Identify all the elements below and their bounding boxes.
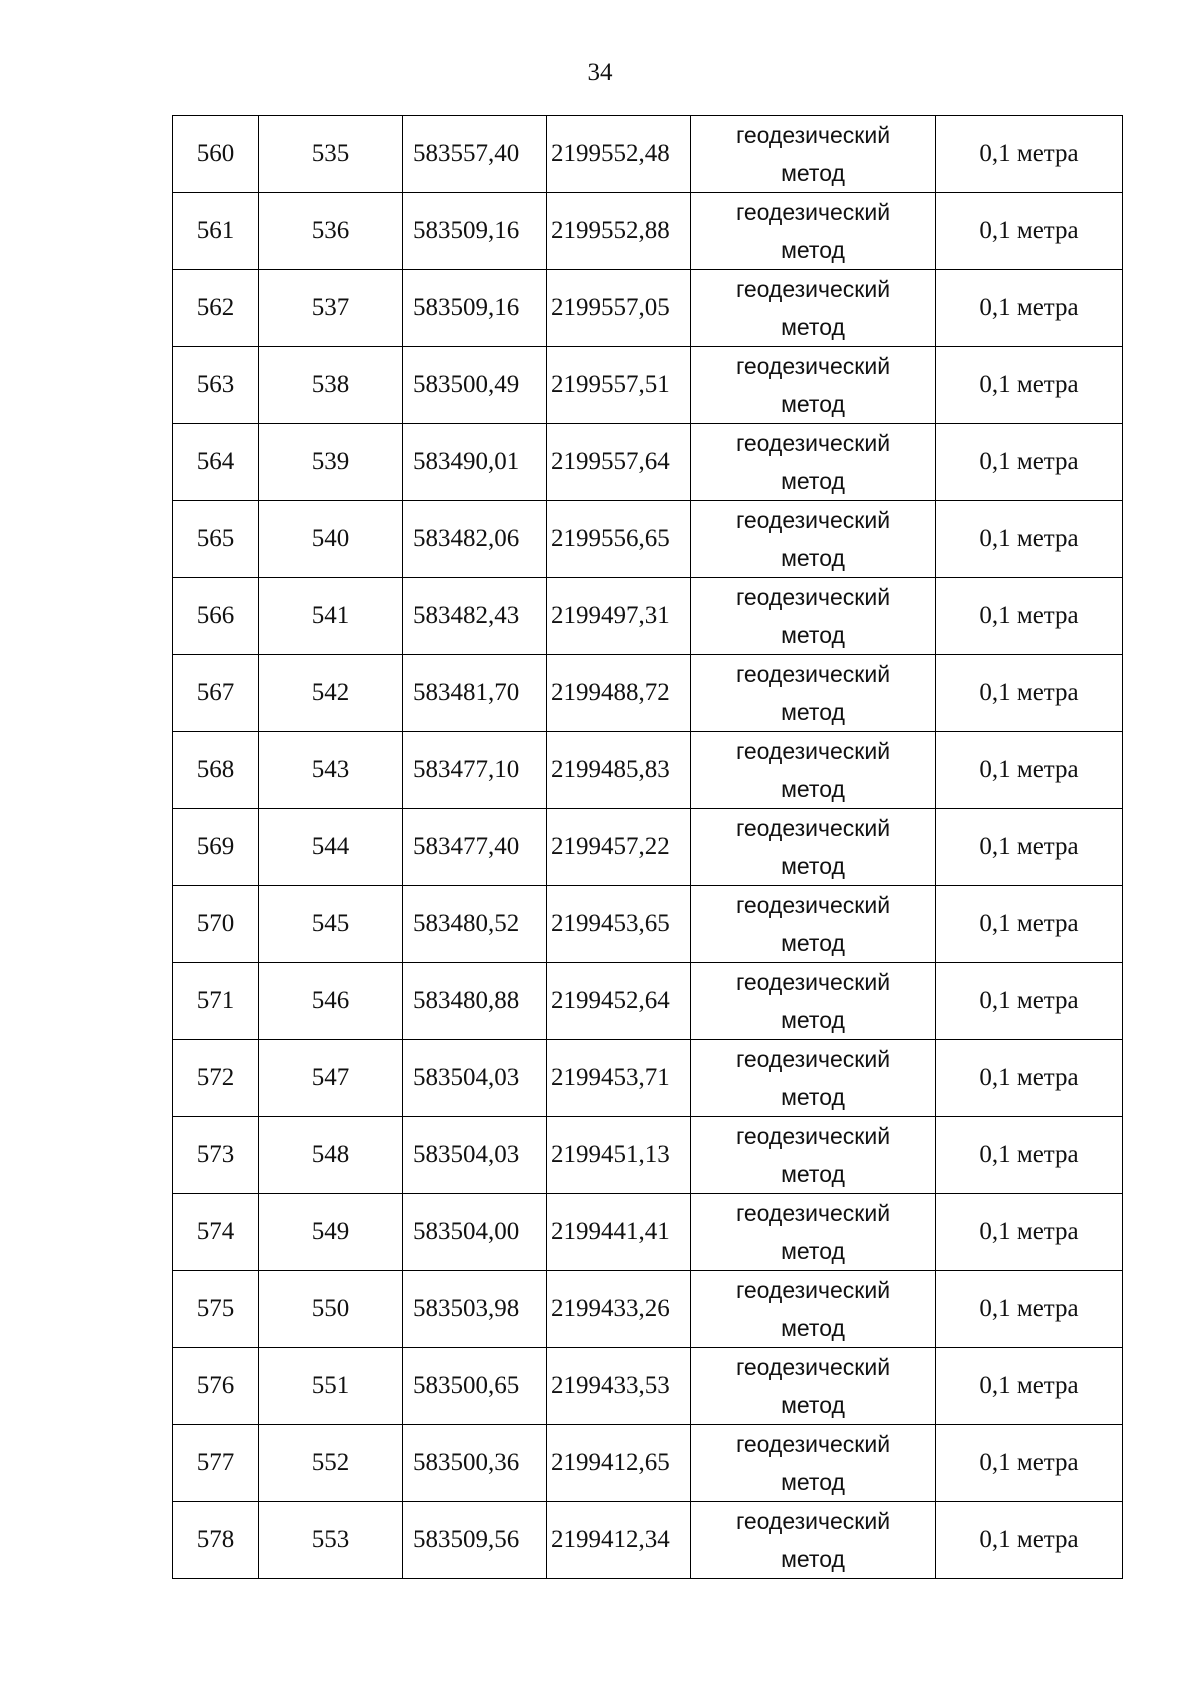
y-coordinate-cell: 2199488,72 (547, 655, 691, 732)
accuracy-cell: 0,1 метра (936, 1502, 1123, 1579)
x-coordinate-cell: 583482,06 (403, 501, 547, 578)
point-number-cell: 535 (259, 116, 403, 193)
method-line-1: геодезический (735, 353, 891, 379)
point-number-cell: 537 (259, 270, 403, 347)
row-number-cell: 568 (173, 732, 259, 809)
accuracy-cell: 0,1 метра (936, 424, 1123, 501)
accuracy-cell: 0,1 метра (936, 270, 1123, 347)
table-row (173, 501, 1123, 578)
method-line-1: геодезический (735, 969, 891, 995)
method-cell (691, 424, 936, 501)
row-number-cell: 576 (173, 1348, 259, 1425)
method-line-2: метод (781, 1315, 845, 1341)
method-cell (691, 1348, 936, 1425)
method-line-2: метод (781, 622, 845, 648)
point-number-cell: 546 (259, 963, 403, 1040)
y-coordinate-cell: 2199453,71 (547, 1040, 691, 1117)
x-coordinate-cell: 583480,88 (403, 963, 547, 1040)
table-row (173, 1425, 1123, 1502)
method-line-1: геодезический (735, 1508, 891, 1534)
accuracy-cell: 0,1 метра (936, 886, 1123, 963)
row-number-cell: 571 (173, 963, 259, 1040)
y-coordinate-cell: 2199451,13 (547, 1117, 691, 1194)
x-coordinate-cell: 583500,49 (403, 347, 547, 424)
point-number-cell: 536 (259, 193, 403, 270)
y-coordinate-cell: 2199552,88 (547, 193, 691, 270)
x-coordinate-cell: 583480,52 (403, 886, 547, 963)
method-line-2: метод (781, 237, 845, 263)
method-cell (691, 116, 936, 193)
method-line-1: геодезический (735, 1354, 891, 1380)
point-number-cell: 547 (259, 1040, 403, 1117)
row-number-cell: 577 (173, 1425, 259, 1502)
accuracy-cell: 0,1 метра (936, 1348, 1123, 1425)
method-cell (691, 193, 936, 270)
row-number-cell: 573 (173, 1117, 259, 1194)
method-line-2: метод (781, 930, 845, 956)
y-coordinate-cell: 2199557,51 (547, 347, 691, 424)
method-line-1: геодезический (735, 815, 891, 841)
point-number-cell: 540 (259, 501, 403, 578)
x-coordinate-cell: 583504,03 (403, 1117, 547, 1194)
x-coordinate-cell: 583504,03 (403, 1040, 547, 1117)
row-number-cell: 561 (173, 193, 259, 270)
accuracy-cell: 0,1 метра (936, 1194, 1123, 1271)
method-line-2: метод (781, 1392, 845, 1418)
method-line-1: геодезический (735, 1431, 891, 1457)
method-line-2: метод (781, 1546, 845, 1572)
coordinates-table (172, 115, 1123, 1579)
method-cell (691, 1040, 936, 1117)
row-number-cell: 563 (173, 347, 259, 424)
row-number-cell: 566 (173, 578, 259, 655)
method-line-2: метод (781, 699, 845, 725)
accuracy-cell: 0,1 метра (936, 1117, 1123, 1194)
row-number-cell: 562 (173, 270, 259, 347)
table-row (173, 963, 1123, 1040)
method-line-2: метод (781, 545, 845, 571)
method-line-2: метод (781, 853, 845, 879)
method-line-2: метод (781, 776, 845, 802)
method-line-2: метод (781, 160, 845, 186)
row-number-cell: 565 (173, 501, 259, 578)
table-row (173, 424, 1123, 501)
method-line-1: геодезический (735, 199, 891, 225)
table-row (173, 1040, 1123, 1117)
x-coordinate-cell: 583500,65 (403, 1348, 547, 1425)
row-number-cell: 569 (173, 809, 259, 886)
point-number-cell: 539 (259, 424, 403, 501)
accuracy-cell: 0,1 метра (936, 1040, 1123, 1117)
table-row (173, 1117, 1123, 1194)
x-coordinate-cell: 583557,40 (403, 116, 547, 193)
method-line-1: геодезический (735, 738, 891, 764)
point-number-cell: 551 (259, 1348, 403, 1425)
row-number-cell: 574 (173, 1194, 259, 1271)
method-line-2: метод (781, 468, 845, 494)
point-number-cell: 544 (259, 809, 403, 886)
table-row (173, 1271, 1123, 1348)
table-row (173, 1348, 1123, 1425)
point-number-cell: 542 (259, 655, 403, 732)
method-line-2: метод (781, 1007, 845, 1033)
row-number-cell: 564 (173, 424, 259, 501)
x-coordinate-cell: 583503,98 (403, 1271, 547, 1348)
x-coordinate-cell: 583477,10 (403, 732, 547, 809)
table-row (173, 1502, 1123, 1579)
row-number-cell: 575 (173, 1271, 259, 1348)
y-coordinate-cell: 2199556,65 (547, 501, 691, 578)
table-row (173, 578, 1123, 655)
y-coordinate-cell: 2199412,65 (547, 1425, 691, 1502)
table-row (173, 1194, 1123, 1271)
method-line-1: геодезический (735, 507, 891, 533)
method-cell (691, 578, 936, 655)
method-line-2: метод (781, 1469, 845, 1495)
point-number-cell: 552 (259, 1425, 403, 1502)
x-coordinate-cell: 583477,40 (403, 809, 547, 886)
method-line-1: геодезический (735, 1046, 891, 1072)
y-coordinate-cell: 2199433,53 (547, 1348, 691, 1425)
method-line-1: геодезический (735, 122, 891, 148)
method-line-2: метод (781, 1161, 845, 1187)
method-line-2: метод (781, 1238, 845, 1264)
method-line-1: геодезический (735, 1123, 891, 1149)
method-cell (691, 1194, 936, 1271)
method-cell (691, 270, 936, 347)
x-coordinate-cell: 583481,70 (403, 655, 547, 732)
method-cell (691, 1425, 936, 1502)
x-coordinate-cell: 583482,43 (403, 578, 547, 655)
y-coordinate-cell: 2199485,83 (547, 732, 691, 809)
point-number-cell: 550 (259, 1271, 403, 1348)
method-line-1: геодезический (735, 584, 891, 610)
method-line-2: метод (781, 314, 845, 340)
row-number-cell: 560 (173, 116, 259, 193)
y-coordinate-cell: 2199557,64 (547, 424, 691, 501)
accuracy-cell: 0,1 метра (936, 732, 1123, 809)
accuracy-cell: 0,1 метра (936, 1271, 1123, 1348)
x-coordinate-cell: 583500,36 (403, 1425, 547, 1502)
accuracy-cell: 0,1 метра (936, 347, 1123, 424)
x-coordinate-cell: 583509,16 (403, 193, 547, 270)
method-cell (691, 732, 936, 809)
accuracy-cell: 0,1 метра (936, 1425, 1123, 1502)
method-line-1: геодезический (735, 892, 891, 918)
method-line-1: геодезический (735, 430, 891, 456)
x-coordinate-cell: 583504,00 (403, 1194, 547, 1271)
method-line-2: метод (781, 1084, 845, 1110)
y-coordinate-cell: 2199453,65 (547, 886, 691, 963)
method-cell (691, 347, 936, 424)
x-coordinate-cell: 583490,01 (403, 424, 547, 501)
y-coordinate-cell: 2199552,48 (547, 116, 691, 193)
y-coordinate-cell: 2199412,34 (547, 1502, 691, 1579)
row-number-cell: 567 (173, 655, 259, 732)
method-cell (691, 886, 936, 963)
method-cell (691, 963, 936, 1040)
x-coordinate-cell: 583509,56 (403, 1502, 547, 1579)
y-coordinate-cell: 2199457,22 (547, 809, 691, 886)
accuracy-cell: 0,1 метра (936, 963, 1123, 1040)
accuracy-cell: 0,1 метра (936, 578, 1123, 655)
table-row (173, 193, 1123, 270)
method-line-1: геодезический (735, 276, 891, 302)
point-number-cell: 545 (259, 886, 403, 963)
y-coordinate-cell: 2199557,05 (547, 270, 691, 347)
row-number-cell: 570 (173, 886, 259, 963)
accuracy-cell: 0,1 метра (936, 809, 1123, 886)
table-body (173, 116, 1123, 1579)
row-number-cell: 572 (173, 1040, 259, 1117)
table-row (173, 732, 1123, 809)
point-number-cell: 548 (259, 1117, 403, 1194)
y-coordinate-cell: 2199433,26 (547, 1271, 691, 1348)
method-line-1: геодезический (735, 1277, 891, 1303)
y-coordinate-cell: 2199441,41 (547, 1194, 691, 1271)
accuracy-cell: 0,1 метра (936, 501, 1123, 578)
method-cell (691, 809, 936, 886)
page-number: 34 (587, 59, 613, 86)
table-row (173, 655, 1123, 732)
accuracy-cell: 0,1 метра (936, 655, 1123, 732)
row-number-cell: 578 (173, 1502, 259, 1579)
table-row (173, 809, 1123, 886)
table-row (173, 116, 1123, 193)
point-number-cell: 541 (259, 578, 403, 655)
point-number-cell: 553 (259, 1502, 403, 1579)
accuracy-cell: 0,1 метра (936, 193, 1123, 270)
method-cell (691, 1502, 936, 1579)
y-coordinate-cell: 2199452,64 (547, 963, 691, 1040)
method-cell (691, 1271, 936, 1348)
accuracy-cell: 0,1 метра (936, 116, 1123, 193)
method-line-1: геодезический (735, 661, 891, 687)
y-coordinate-cell: 2199497,31 (547, 578, 691, 655)
method-line-2: метод (781, 391, 845, 417)
table-row (173, 886, 1123, 963)
method-cell (691, 1117, 936, 1194)
x-coordinate-cell: 583509,16 (403, 270, 547, 347)
point-number-cell: 549 (259, 1194, 403, 1271)
method-line-1: геодезический (735, 1200, 891, 1226)
table-row (173, 347, 1123, 424)
table-row (173, 270, 1123, 347)
method-cell (691, 501, 936, 578)
method-cell (691, 655, 936, 732)
point-number-cell: 538 (259, 347, 403, 424)
point-number-cell: 543 (259, 732, 403, 809)
